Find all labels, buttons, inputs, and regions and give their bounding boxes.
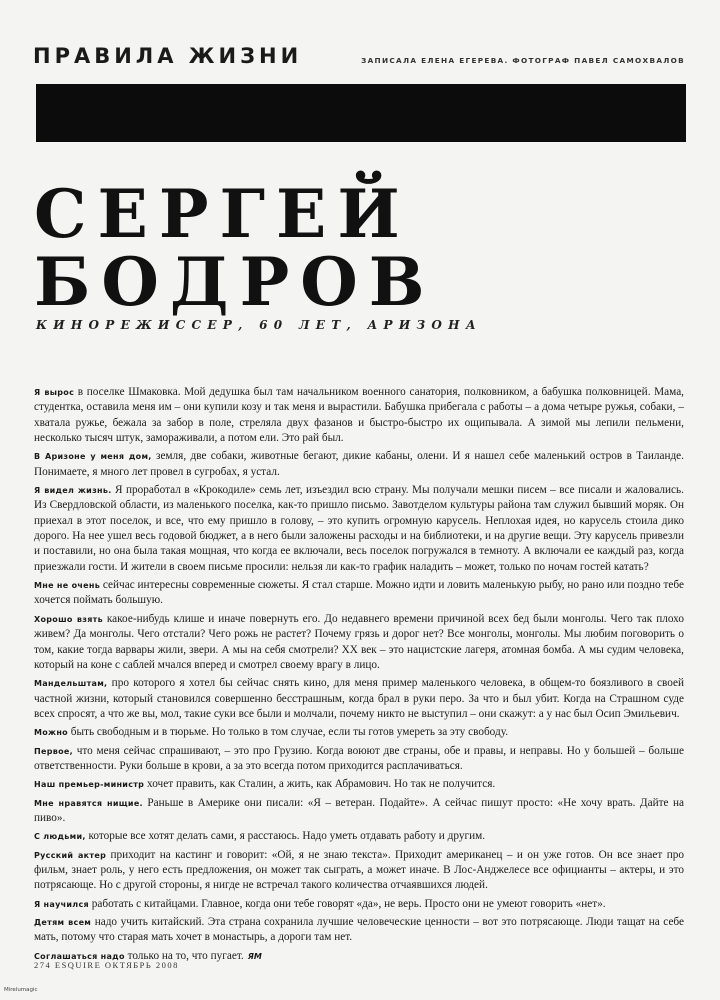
paragraph-lead: Хорошо взять <box>34 614 103 624</box>
paragraph-text: работать с китайцами. Главное, когда они тебе говорят «да», не верь. Просто они не умеют говорить «нет». <box>88 897 606 910</box>
person-name <box>34 175 436 321</box>
paragraph-text: Я проработал в «Крокодиле» семь лет, изъездил всю страну. Мы получали мешки писем – все писали и жаловались. Из Свердловской области, из маленького поселка, как-то пришло письмо. Завотделом культуры района там служил бывший моряк. Он приехал в этот поселок, и все, что ему пришло в голову, – это купить огромную карусель. Неплохая идея, но карусель стоила дико дорого. На нее ушел весь годовой бюджет, а в него были заложены расходы и на библиотеки, и на другие вещи. Эту карусель привезли и поставили, но она была такая мощная, что когда ее включали, весь поселок погружался в темноту. А включали ее каждый раз, когда приезжали гости. И жители в своем письме просили: нельзя ли как-то график наладить – может, только по ночам гостей катать? <box>34 484 684 573</box>
paragraph-text: какое-нибудь клише и иначе повернуть его. До недавнего времени причиной всех бед были монголы. Чего так плохо живем? Да монголы. Чего отстали? Чего рожь не растет? Почему грязь и дорог нет? Все монголы, монголы. Мы любим поговорить о том, какие тогда варвары жили, звери. А мы на себя смотрели? XX век – это нацистские лагеря, атомная бомба. А мы судим человека, который на коне с саблей мчался вперед и смотрел своему врагу в лицо. <box>34 612 684 671</box>
name-second-line: БОДРОВ <box>34 243 436 321</box>
paragraph <box>34 612 684 673</box>
paragraph-lead: В Аризоне у меня дом, <box>34 452 152 462</box>
paragraph-text: в поселке Шмаковка. Мой дедушка был там начальником военного санатория, полковником, а бабушка полковницей. Мама, студентка, оставила меня им – они купили козу и так меня и вырастили. Бабушка прибегала с работы – а дома четыре ружья, собаки, – хватала ружье, бежала за забор в поле, стреляла двух фазанов и быстро-быстро их ощипывала. А зимой мы лепили пельмени, несколько тысяч штук, замораживали, а потом ели. Это рай был. <box>34 386 684 445</box>
paragraph <box>34 829 684 844</box>
paragraph <box>34 385 684 446</box>
paragraph-lead: Можно <box>34 728 68 738</box>
paragraph-lead: Детям всем <box>34 918 92 927</box>
paragraph-text: быть свободным и в тюрьме. Но только в том случае, если ты готов умереть за эту свободу. <box>67 726 509 739</box>
article-body <box>34 385 684 967</box>
paragraph-lead: Мне нравятся нищие. <box>34 798 143 808</box>
paragraph <box>34 796 684 827</box>
name-first-line: СЕРГЕЙ <box>34 175 411 253</box>
black-banner-bar <box>36 84 686 142</box>
paragraph-lead: С людьми, <box>34 832 86 842</box>
paragraph-text: хочет править, как Сталин, а жить, как Абрамович. Но так не получится. <box>144 778 496 791</box>
page-header <box>33 44 685 68</box>
paragraph-lead: Мне не очень <box>34 581 101 591</box>
scanner-mark: Mirelumagic <box>4 987 38 993</box>
end-mark-icon: ЯМ <box>247 951 262 961</box>
paragraph-text: Раньше в Америке они писали: «Я – ветеран. Подайте». А сейчас пишут просто: «Не хочу врать. Дайте на пиво». <box>34 796 684 824</box>
paragraph <box>34 449 684 480</box>
page-footer: 274 ESQUIRE ОКТЯБРЬ 2008 <box>34 960 179 970</box>
paragraph <box>34 915 684 946</box>
paragraph-lead: Соглашаться надо <box>34 951 125 961</box>
paragraph <box>34 578 684 609</box>
person-subtitle: КИНОРЕЖИССЕР, 60 ЛЕТ, АРИЗОНА <box>36 318 482 332</box>
paragraph-text: приходит на кастинг и говорит: «Ой, я не знаю текста». Приходит американец – и он уже готов. Он все знает про фильм, знает роль, у него есть предложения, он может так сыграть, а может иначе. В Лос-Анджелесе все официанты – актеры, и это потрясающе. Но с другой стороны, я нигде не встречал такого количества отчаявшихся людей. <box>34 848 684 892</box>
paragraph-text: которые все хотят делать сами, я расстаюсь. Надо уметь отдавать работу и другим. <box>85 830 486 843</box>
paragraph <box>34 483 684 575</box>
paragraph <box>34 676 684 722</box>
paragraph-text: только на то, что пугает. <box>124 949 244 962</box>
paragraph-text: надо учить китайский. Эта страна сохранила лучшие человеческие ценности – вот это потрясающе. Люди тащат на себе мать, потому что старая мать хочет в монастырь, а дороги там нет. <box>34 916 685 944</box>
paragraph-lead: Мандельштам, <box>34 679 108 689</box>
paragraph-lead: Наш премьер-министр <box>34 780 145 790</box>
article-credits: ЗАПИСАЛА ЕЛЕНА ЕГЕРЕВА. ФОТОГРАФ ПАВЕЛ САМОХВАЛОВ <box>361 56 685 65</box>
paragraph <box>34 777 684 792</box>
paragraph-lead: Я научился <box>34 899 89 909</box>
paragraph-lead: Я видел жизнь. <box>34 486 112 496</box>
paragraph <box>34 848 684 894</box>
paragraph-lead: Я вырос <box>34 388 75 397</box>
paragraph-text: что меня сейчас спрашивают, – это про Грузию. Когда воюют две страны, обе и правы, и неправы. Но у большей – больше ответственности. Руки больше в крови, а за это всегда потом приходится расплачиваться. <box>34 744 684 772</box>
paragraph <box>34 744 684 775</box>
paragraph-lead: Русский актер <box>34 850 107 860</box>
paragraph <box>34 897 684 912</box>
paragraph-lead: Первое, <box>34 746 73 756</box>
paragraph-text: земля, две собаки, животные бегают, дикие кабаны, олени. И я нашел себе маленький остров в Таиланде. Понимаете, я много лет провел в сугробах, я устал. <box>34 450 684 478</box>
paragraph-text: про которого я хотел бы сейчас снять кино, для меня пример маленького человека, в общем-то боязливого в своей частной жизни, который становился совершенно бесстрашным, когда брал в руки перо. За что и был убит. Когда на Страшном суде всех спросят, а что же вы, мол, такие суки все были и молчали, почему никто не выступил – они скажут: а у нас был Осип Эмильевич. <box>34 677 684 720</box>
rubric-title: ПРАВИЛА ЖИЗНИ <box>33 44 303 68</box>
paragraph-text: сейчас интересны современные сюжеты. Я стал старше. Можно идти и ловить маленькую рыбу, но рано или поздно тебе хочется поймать большую. <box>34 579 684 607</box>
paragraph <box>34 725 684 740</box>
